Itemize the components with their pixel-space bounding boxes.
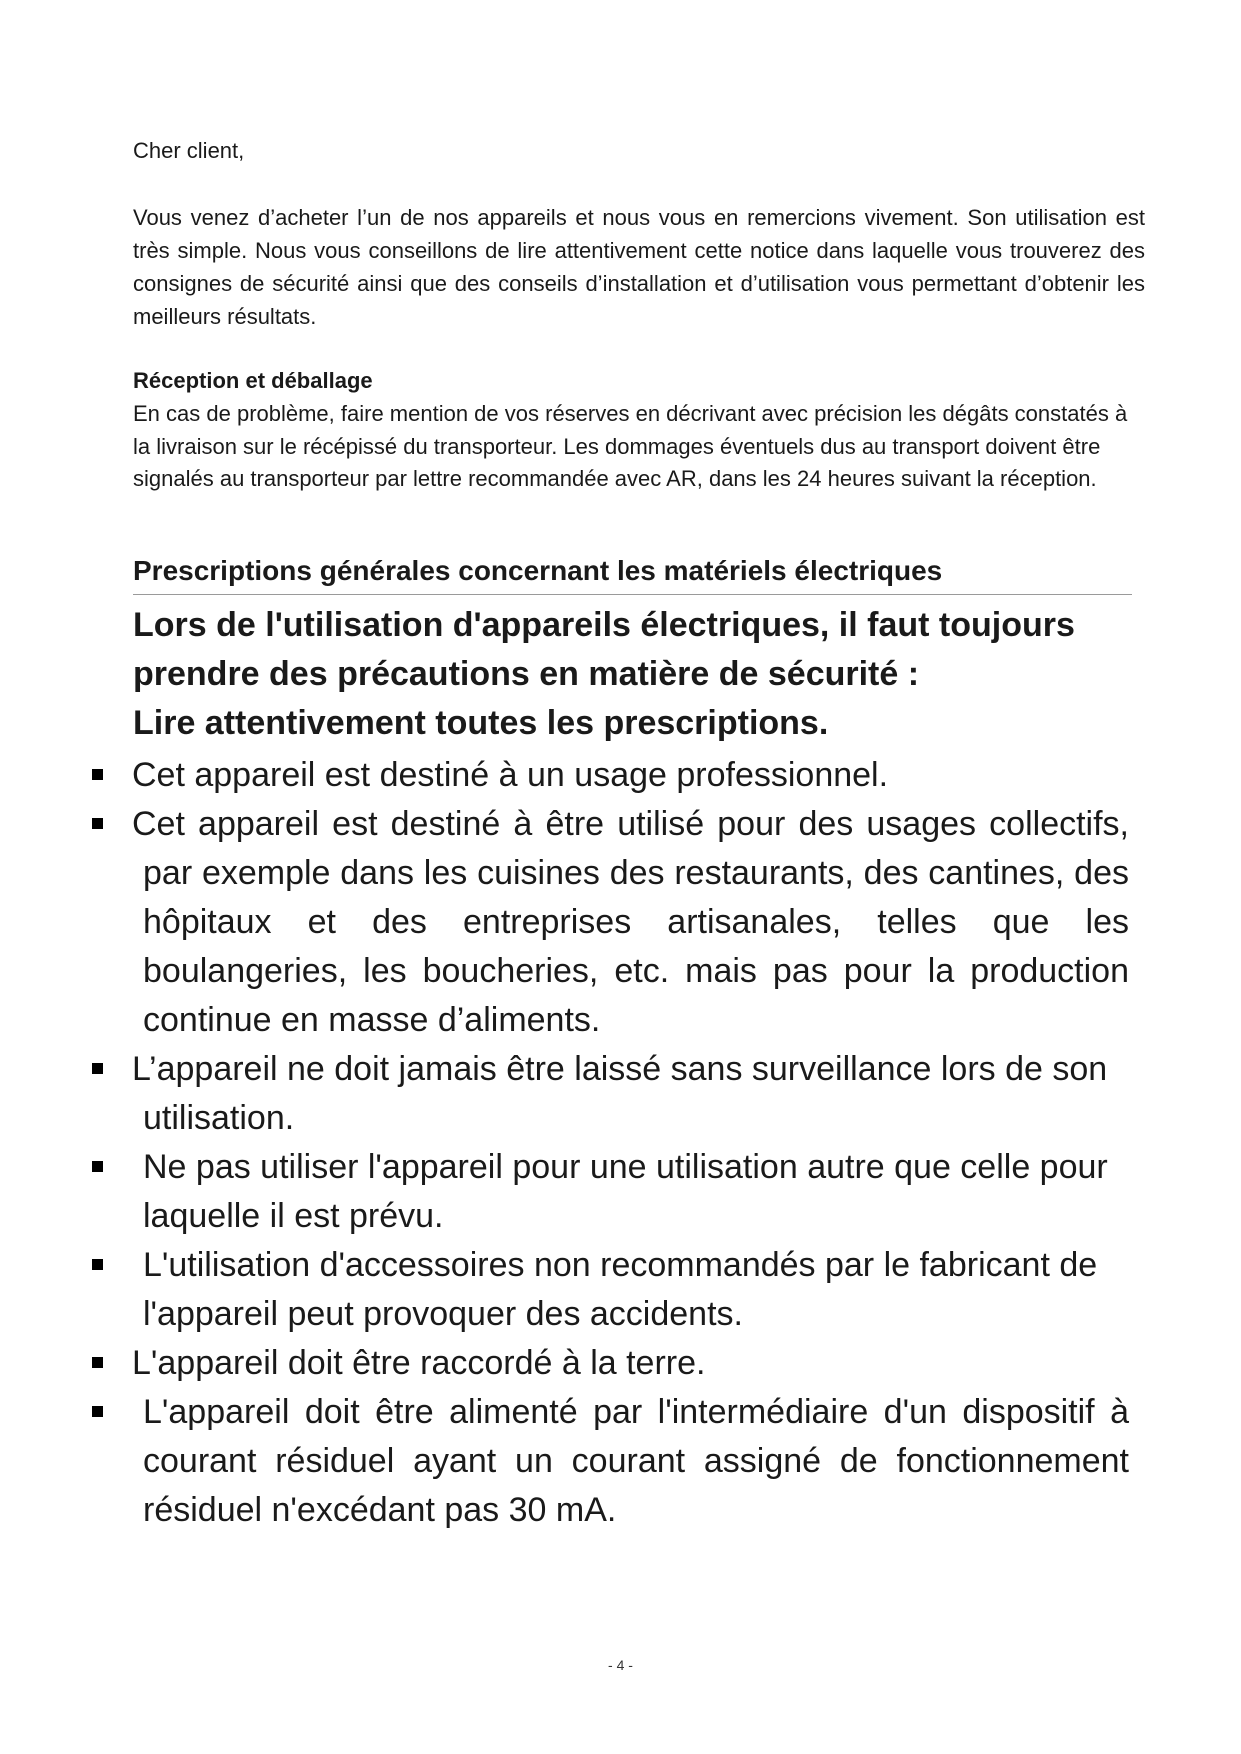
square-bullet-icon (92, 1161, 103, 1172)
prescriptions-heading: Prescriptions générales concernant les matériels électriques (133, 555, 943, 586)
list-item (0, 800, 1241, 1045)
warning-line: prendre des précautions en matière de sécurité : (133, 655, 920, 693)
list-item (0, 751, 1241, 800)
list-item (0, 1339, 1241, 1388)
safety-list (0, 751, 1241, 1535)
list-item (0, 1388, 1241, 1535)
list-item-text: L'appareil doit être alimenté par l'intermédiaire d'un dispositif à courant résiduel ayant un courant assigné de fonctionnement résiduel n'excédant pas 30 mA. (143, 1393, 1129, 1529)
heading-underline (133, 594, 1132, 595)
list-item-text: Cet appareil est destiné à être utilisé pour des usages collectifs, par exemple dans les cuisines des restaurants, des cantines, des hôpitaux et des entreprises artisanales, telles que les boulangeries, les boucheries, etc. mais pas pour la production continue en masse d’aliments. (132, 805, 1129, 1039)
greeting: Cher client, (133, 138, 245, 163)
square-bullet-icon (92, 1063, 103, 1074)
list-item-text: Cet appareil est destiné à un usage professionnel. (132, 756, 889, 794)
page-number: - 4 - (608, 1657, 633, 1673)
square-bullet-icon (92, 1259, 103, 1270)
square-bullet-icon (92, 1406, 103, 1417)
square-bullet-icon (92, 769, 103, 780)
list-item (0, 1143, 1241, 1241)
list-item-text: L'utilisation d'accessoires non recommandés par le fabricant de l'appareil peut provoquer des accidents. (143, 1246, 1098, 1333)
safety-warning (133, 601, 1143, 748)
list-item (0, 1241, 1241, 1339)
intro-paragraph: Vous venez d’acheter l’un de nos appareils et nous vous en remercions vivement. Son utilisation est très simple. Nous vous conseillons de lire attentivement cette notice dans laquelle vous trouverez des consignes de sécurité ainsi que des conseils d’installation et d’utilisation vous permettant d’obtenir les meilleurs résultats. (133, 205, 1145, 329)
reception-paragraph: En cas de problème, faire mention de vos réserves en décrivant avec précision les dégâts constatés à la livraison sur le récépissé du transporteur. Les dommages éventuels dus au transport doivent être signalés au transporteur par lettre recommandée avec AR, dans les 24 heures suivant la réception. (133, 401, 1128, 491)
square-bullet-icon (92, 818, 103, 829)
list-item-text: L'appareil doit être raccordé à la terre. (132, 1344, 706, 1382)
square-bullet-icon (92, 1357, 103, 1368)
list-item-text: L’appareil ne doit jamais être laissé sans surveillance lors de son utilisation. (132, 1050, 1108, 1137)
list-item-text: Ne pas utiliser l'appareil pour une utilisation autre que celle pour laquelle il est prévu. (143, 1148, 1108, 1235)
warning-line: Lire attentivement toutes les prescriptions. (133, 704, 829, 742)
warning-line: Lors de l'utilisation d'appareils électriques, il faut toujours (133, 606, 1075, 644)
reception-heading: Réception et déballage (133, 368, 373, 393)
list-item (0, 1045, 1241, 1143)
